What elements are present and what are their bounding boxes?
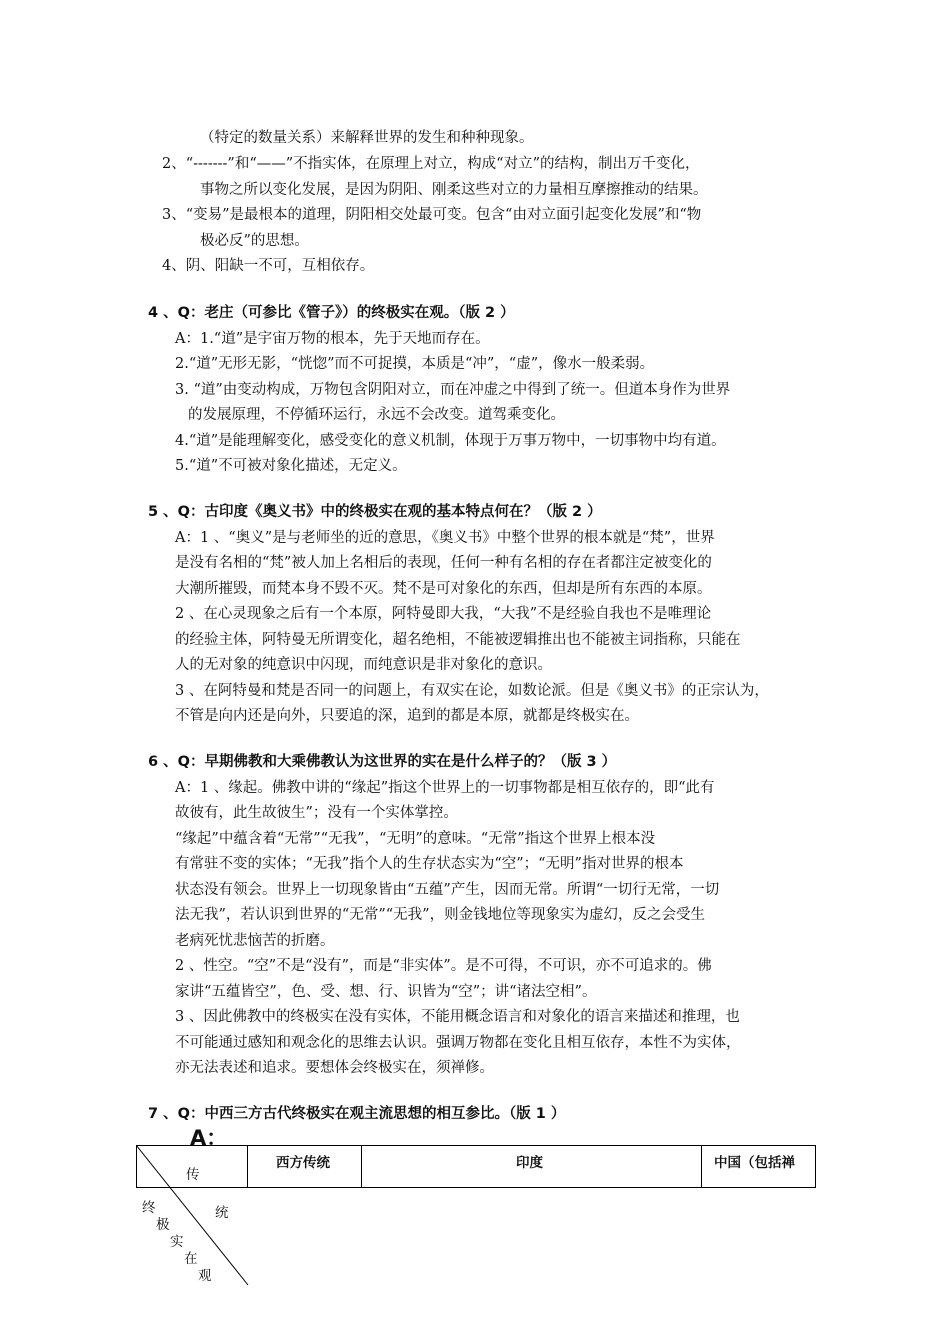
header-west: 西方传统 xyxy=(276,1155,330,1171)
question-heading: 6 、Q：早期佛教和大乘佛教认为这世界的实在是什么样子的？（版 3 ） xyxy=(148,754,617,770)
answer-line: 2.“道”无形无影，“恍惚”而不可捉摸，本质是“冲”，“虚”，像水一般柔弱。 xyxy=(175,356,655,372)
corner-label-vertical: 实 xyxy=(170,1234,184,1250)
corner-label-top: 传 xyxy=(186,1167,200,1183)
answer-line: 5.“道”不可被对象化描述，无定义。 xyxy=(175,458,407,474)
list-item: 3、“变易”是最根本的道理，阴阳相交处最可变。包含“由对立面引起变化发展”和“物 xyxy=(162,207,702,223)
answer-line: 不管是向内还是向外，只要追的深，追到的都是本原，就都是终极实在。 xyxy=(175,708,639,724)
corner-label-right: 统 xyxy=(215,1205,229,1221)
question-heading: 5 、Q：古印度《奥义书》中的终极实在观的基本特点何在？（版 2 ） xyxy=(148,504,602,520)
body-line: 极必反”的思想。 xyxy=(200,233,309,249)
list-item: 4、阴、阳缺一不可，互相依存。 xyxy=(162,258,375,274)
corner-label-vertical: 观 xyxy=(198,1268,212,1284)
answer-line: 亦无法表述和追求。要想体会终极实在，须禅修。 xyxy=(175,1060,494,1076)
answer-line: A：1.“道”是宇宙万物的根本，先于天地而存在。 xyxy=(175,331,490,347)
answer-line: 2 、性空。“空”不是“没有”，而是“非实体”。是不可得，不可识，亦不可追求的。佛 xyxy=(175,958,712,974)
answer-line: A：1 、“奥义”是与老师坐的近的意思，《奥义书》中整个世界的根本就是“梵”，世界 xyxy=(175,530,715,546)
answer-line: 人的无对象的纯意识中闪现，而纯意识是非对象化的意识。 xyxy=(175,657,552,673)
column-divider xyxy=(701,1145,702,1188)
answer-line: 4.“道”是能理解变化，感受变化的意义机制，体现于万事万物中，一切事物中均有道。 xyxy=(175,433,726,449)
answer-line: 状态没有领会。世界上一切现象皆由“五蕴”产生，因而无常。所谓“一切行无常，一切 xyxy=(175,882,720,898)
answer-line: 法无我”，若认识到世界的“无常”“无我”，则金钱地位等现象实为虚幻，反之会受生 xyxy=(175,907,706,923)
answer-line: 是没有名相的“梵”被人加上名相后的表现，任何一种有名相的存在者都注定被变化的 xyxy=(175,555,712,571)
corner-label-vertical: 在 xyxy=(184,1251,198,1267)
header-india: 印度 xyxy=(516,1155,543,1171)
answer-line: 老病死忧悲恼苦的折磨。 xyxy=(175,933,335,949)
body-line: 事物之所以变化发展，是因为阴阳、刚柔这些对立的力量相互摩擦推动的结果。 xyxy=(200,182,708,198)
corner-label-vertical: 极 xyxy=(156,1217,170,1233)
answer-line: 3. “道”由变动构成，万物包含阴阳对立，而在冲虚之中得到了统一。但道本身作为世界 xyxy=(175,382,731,398)
body-line: （特定的数量关系）来解释世界的发生和种种现象。 xyxy=(200,130,534,146)
answer-line: 的发展原理，不停循环运行，永远不会改变。道驾乘变化。 xyxy=(188,407,565,423)
answer-line: 故彼有，此生故彼生”；没有一个实体掌控。 xyxy=(175,805,458,821)
answer-line: 大潮所摧毁，而梵本身不毁不灭。梵不是可对象化的东西，但却是所有东西的本原。 xyxy=(175,581,712,597)
answer-label: A： xyxy=(190,1126,228,1150)
answer-line: “缘起”中蕴含着“无常”“无我”，“无明”的意味。“无常”指这个世界上根本没 xyxy=(175,831,656,847)
question-heading: 4 、Q：老庄（可参比《管子》）的终极实在观。（版 2 ） xyxy=(148,305,515,321)
answer-line: A：1 、缘起。佛教中讲的“缘起”指这个世界上的一切事物都是相互依存的，即“此有 xyxy=(175,780,715,796)
answer-line: 3 、在阿特曼和梵是否同一的问题上，有双实在论，如数论派。但是《奥义书》的正宗认为， xyxy=(175,683,769,699)
answer-line: 家讲“五蕴皆空”，色、受、想、行、识皆为“空”；讲“诸法空相”。 xyxy=(175,984,597,1000)
question-heading: 7 、Q：中西三方古代终极实在观主流思想的相互参比。（版 1 ） xyxy=(148,1106,566,1122)
corner-label-vertical: 终 xyxy=(142,1200,156,1216)
answer-line: 2 、在心灵现象之后有一个本原，阿特曼即大我，“大我”不是经验自我也不是唯理论 xyxy=(175,606,712,622)
column-divider xyxy=(361,1145,362,1188)
answer-line: 的经验主体，阿特曼无所谓变化，超名绝相，不能被逻辑推出也不能被主词指称，只能在 xyxy=(175,632,741,648)
answer-line: 不可能通过感知和观念化的思维去认识。强调万物都在变化且相互依存，本性不为实体， xyxy=(175,1035,741,1051)
answer-line: 有常驻不变的实体；“无我”指个人的生存状态实为“空”；“无明”指对世界的根本 xyxy=(175,856,684,872)
list-item: 2、“-------”和“——”不指实体，在原理上对立，构成“对立”的结构，制出万千变化， xyxy=(162,156,700,172)
header-china: 中国（包括禅 xyxy=(714,1155,795,1171)
answer-line: 3 、因此佛教中的终极实在没有实体，不能用概念语言和对象化的语言来描述和推理，也 xyxy=(175,1009,740,1025)
